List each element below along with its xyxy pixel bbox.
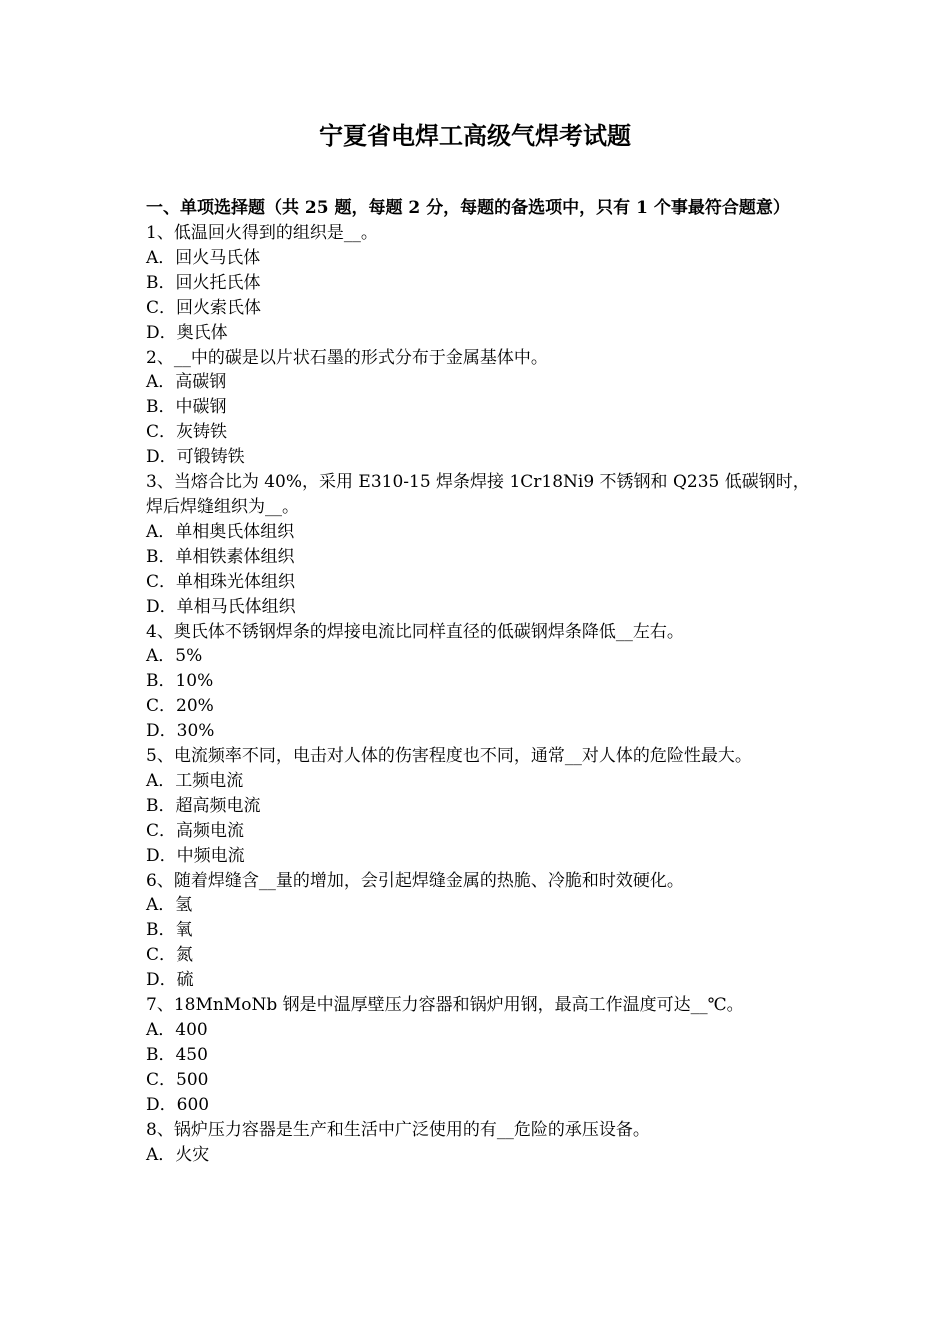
option-c: C．回火索氏体 — [146, 297, 262, 318]
question-stem: 4、奥氏体不锈钢焊条的焊接电流比同样直径的低碳钢焊条降低__左右。 — [146, 621, 684, 642]
option-c: C．氮 — [146, 945, 194, 966]
section-heading: 一、单项选择题（共 25 题，每题 2 分，每题的备选项中，只有 1 个事最符合题意） — [146, 198, 790, 218]
question-4 — [146, 620, 810, 745]
option-d: D．硫 — [146, 970, 194, 991]
option-c: C．高频电流 — [146, 820, 245, 841]
question-stem-continued: 焊后焊缝组织为__。 — [146, 496, 299, 517]
option-d: D．单相马氏体组织 — [146, 596, 296, 617]
question-stem: 1、低温回火得到的组织是__。 — [146, 223, 378, 243]
option-d: D．可锻铸铁 — [146, 447, 245, 468]
option-a: A．单相奥氏体组织 — [146, 521, 295, 542]
option-a: A．氢 — [146, 895, 193, 916]
option-a: A．火灾 — [146, 1144, 210, 1165]
option-c: C．20% — [146, 696, 214, 717]
question-stem: 7、18MnMoNb 钢是中温厚壁压力容器和锅炉用钢，最高工作温度可达__℃。 — [146, 995, 744, 1016]
question-stem: 2、__中的碳是以片状石墨的形式分布于金属基体中。 — [146, 347, 548, 368]
option-a: A．5% — [146, 646, 203, 667]
option-b: B．中碳钢 — [146, 397, 227, 418]
question-stem: 6、随着焊缝含__量的增加，会引起焊缝金属的热脆、冷脆和时效硬化。 — [146, 870, 684, 891]
question-stem: 3、当熔合比为 40%，采用 E310-15 焊条焊接 1Cr18Ni9 不锈钢和 Q235 低碳钢时， — [146, 472, 810, 493]
option-c: C．灰铸铁 — [146, 422, 228, 443]
option-d: D．中频电流 — [146, 845, 245, 866]
option-a: A．回火马氏体 — [146, 247, 261, 268]
question-5 — [146, 744, 810, 869]
question-6 — [146, 869, 810, 994]
option-b: B．10% — [146, 671, 214, 692]
option-b: B．氧 — [146, 920, 193, 941]
question-3 — [146, 470, 810, 619]
option-d: D．30% — [146, 721, 215, 742]
document-body — [146, 196, 810, 1167]
option-a: A．工频电流 — [146, 770, 244, 791]
option-c: C．500 — [146, 1069, 209, 1090]
question-stem: 8、锅炉压力容器是生产和生活中广泛使用的有__危险的承压设备。 — [146, 1119, 650, 1140]
option-b: B．450 — [146, 1044, 208, 1065]
option-c: C．单相珠光体组织 — [146, 571, 296, 592]
option-b: B．回火托氏体 — [146, 272, 261, 293]
question-7 — [146, 993, 810, 1118]
option-a: A．400 — [146, 1020, 208, 1040]
question-1 — [146, 221, 810, 346]
question-stem: 5、电流频率不同，电击对人体的伤害程度也不同，通常__对人体的危险性最大。 — [146, 746, 752, 767]
option-b: B．单相铁素体组织 — [146, 546, 295, 567]
option-a: A．高碳钢 — [146, 372, 227, 393]
question-8 — [146, 1118, 810, 1168]
option-d: D．600 — [146, 1094, 210, 1115]
document-title: 宁夏省电焊工高级气焊考试题 — [319, 121, 631, 150]
question-2 — [146, 346, 810, 471]
option-b: B．超高频电流 — [146, 795, 261, 816]
option-d: D．奥氏体 — [146, 322, 228, 343]
